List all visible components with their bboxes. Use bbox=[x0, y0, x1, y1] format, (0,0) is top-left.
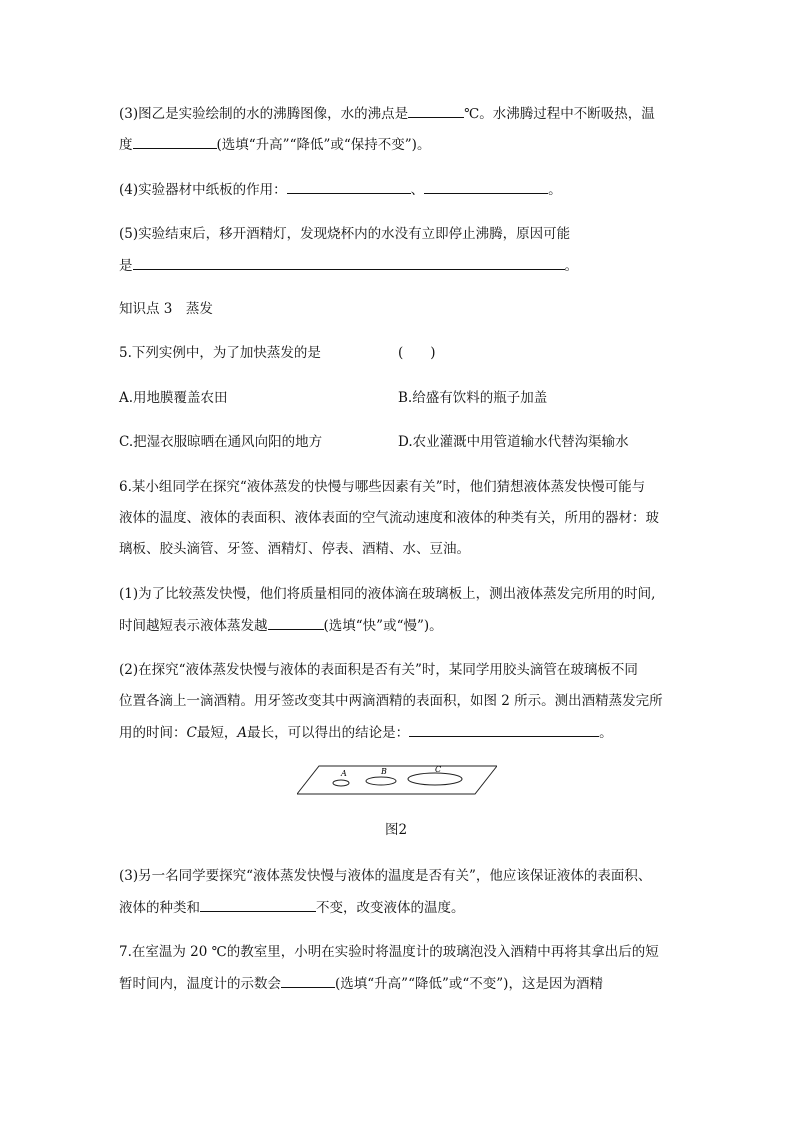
q7-line1: 7.在室温为 20 ℃的教室里，小明在实验时将温度计的玻璃泡没入酒精中再将其拿出后的短 bbox=[119, 944, 659, 960]
q6-stem-line1: 6.某小组同学在探究“液体蒸发的快慢与哪些因素有关”时，他们猜想液体蒸发快慢可能与 bbox=[119, 479, 646, 495]
answer-blank[interactable] bbox=[200, 897, 316, 912]
q7-line2 bbox=[119, 973, 603, 994]
q6-part1-line2 bbox=[119, 615, 443, 636]
q4-part5-line2 bbox=[119, 255, 578, 276]
answer-blank[interactable] bbox=[424, 179, 548, 194]
answer-blank[interactable] bbox=[268, 615, 324, 630]
q6-stem-line3: 璃板、胶头滴管、牙签、酒精灯、停表、酒精、水、豆油。 bbox=[119, 541, 470, 557]
q6-part2-line1: (2)在探究“液体蒸发快慢与液体的表面积是否有关”时，某同学用胶头滴管在玻璃板不同 bbox=[119, 662, 638, 678]
text: 最长，可以得出的结论是： bbox=[247, 725, 410, 741]
q4-part4 bbox=[119, 179, 562, 200]
text: 最短， bbox=[196, 725, 238, 741]
text: C bbox=[186, 725, 197, 741]
answer-blank[interactable] bbox=[409, 722, 599, 737]
q6-part2-line3 bbox=[119, 722, 613, 743]
answer-blank[interactable] bbox=[287, 179, 411, 194]
answer-blank[interactable] bbox=[133, 255, 565, 270]
text: 度 bbox=[119, 137, 133, 153]
text: 液体的种类和 bbox=[119, 900, 200, 916]
q4-part3-line2 bbox=[119, 134, 430, 155]
text: 不变，改变液体的温度。 bbox=[316, 900, 465, 916]
drop-b bbox=[366, 777, 396, 785]
q4-part3-line1 bbox=[119, 103, 655, 124]
text: (4)实验器材中纸板的作用： bbox=[119, 182, 287, 198]
label-b: B bbox=[381, 767, 387, 776]
q6-part3-line1: (3)另一名同学要探究“液体蒸发快慢与液体的温度是否有关”，他应该保证液体的表面积、 bbox=[119, 868, 652, 884]
glass-plate-outline bbox=[297, 766, 497, 794]
answer-blank[interactable] bbox=[281, 973, 335, 988]
text: 时间越短表示液体蒸发越 bbox=[119, 618, 268, 634]
text: A bbox=[237, 725, 248, 741]
text: (选填“升高”“降低”或“保持不变”)。 bbox=[216, 137, 431, 153]
q6-stem-line2: 液体的温度、液体的表面积、液体表面的空气流动速度和液体的种类有关，所用的器材：玻 bbox=[119, 510, 659, 526]
text: (选填“升高”“降低”或“不变”)，这是因为酒精 bbox=[335, 976, 603, 992]
text: (选填“快”或“慢”)。 bbox=[323, 618, 443, 634]
text: 是 bbox=[119, 258, 133, 274]
text: 。 bbox=[564, 258, 578, 274]
q6-part3-line2 bbox=[119, 897, 465, 918]
section-title: 知识点 3 蒸发 bbox=[119, 301, 213, 317]
q5-option-c[interactable]: C.把湿衣服晾晒在通风向阳的地方 bbox=[119, 434, 323, 450]
q5-option-b[interactable]: B.给盛有饮料的瓶子加盖 bbox=[398, 390, 548, 406]
q6-part1-line1: (1)为了比较蒸发快慢，他们将质量相同的液体滴在玻璃板上，测出液体蒸发完所用的时间, bbox=[119, 586, 656, 602]
q5-option-d[interactable]: D.农业灌溉中用管道输水代替沟渠输水 bbox=[398, 434, 629, 450]
text: (3)图乙是实验绘制的水的沸腾图像，水的沸点是 bbox=[119, 106, 409, 122]
text: 。 bbox=[548, 182, 562, 198]
text: 、 bbox=[410, 182, 425, 198]
text: ℃。水沸腾过程中不断吸热，温 bbox=[464, 106, 655, 122]
drop-c bbox=[408, 773, 462, 785]
figure-glass-plate bbox=[297, 764, 497, 796]
text: (5)实验结束后，移开酒精灯，发现烧杯内的水没有立即停止沸腾，原因可能 bbox=[119, 226, 571, 242]
q4-part5-line1 bbox=[119, 224, 570, 244]
label-a: A bbox=[341, 769, 347, 778]
text: 。 bbox=[599, 725, 613, 741]
figure-caption: 图2 bbox=[385, 822, 408, 838]
text: 暂时间内，温度计的示数会 bbox=[119, 976, 281, 992]
answer-blank[interactable] bbox=[408, 103, 464, 118]
text: 用的时间： bbox=[119, 725, 187, 741]
q6-part2-line2: 位置各滴上一滴酒精。用牙签改变其中两滴酒精的表面积，如图 2 所示。测出酒精蒸发完所 bbox=[119, 693, 663, 709]
q5-option-a[interactable]: A.用地膜覆盖农田 bbox=[119, 390, 228, 406]
drop-a bbox=[333, 780, 349, 786]
q5-answer-paren[interactable]: ( ) bbox=[398, 345, 436, 361]
q5-stem: 5.下列实例中，为了加快蒸发的是 bbox=[119, 345, 321, 361]
answer-blank[interactable] bbox=[133, 134, 217, 149]
label-c: C bbox=[435, 765, 442, 774]
